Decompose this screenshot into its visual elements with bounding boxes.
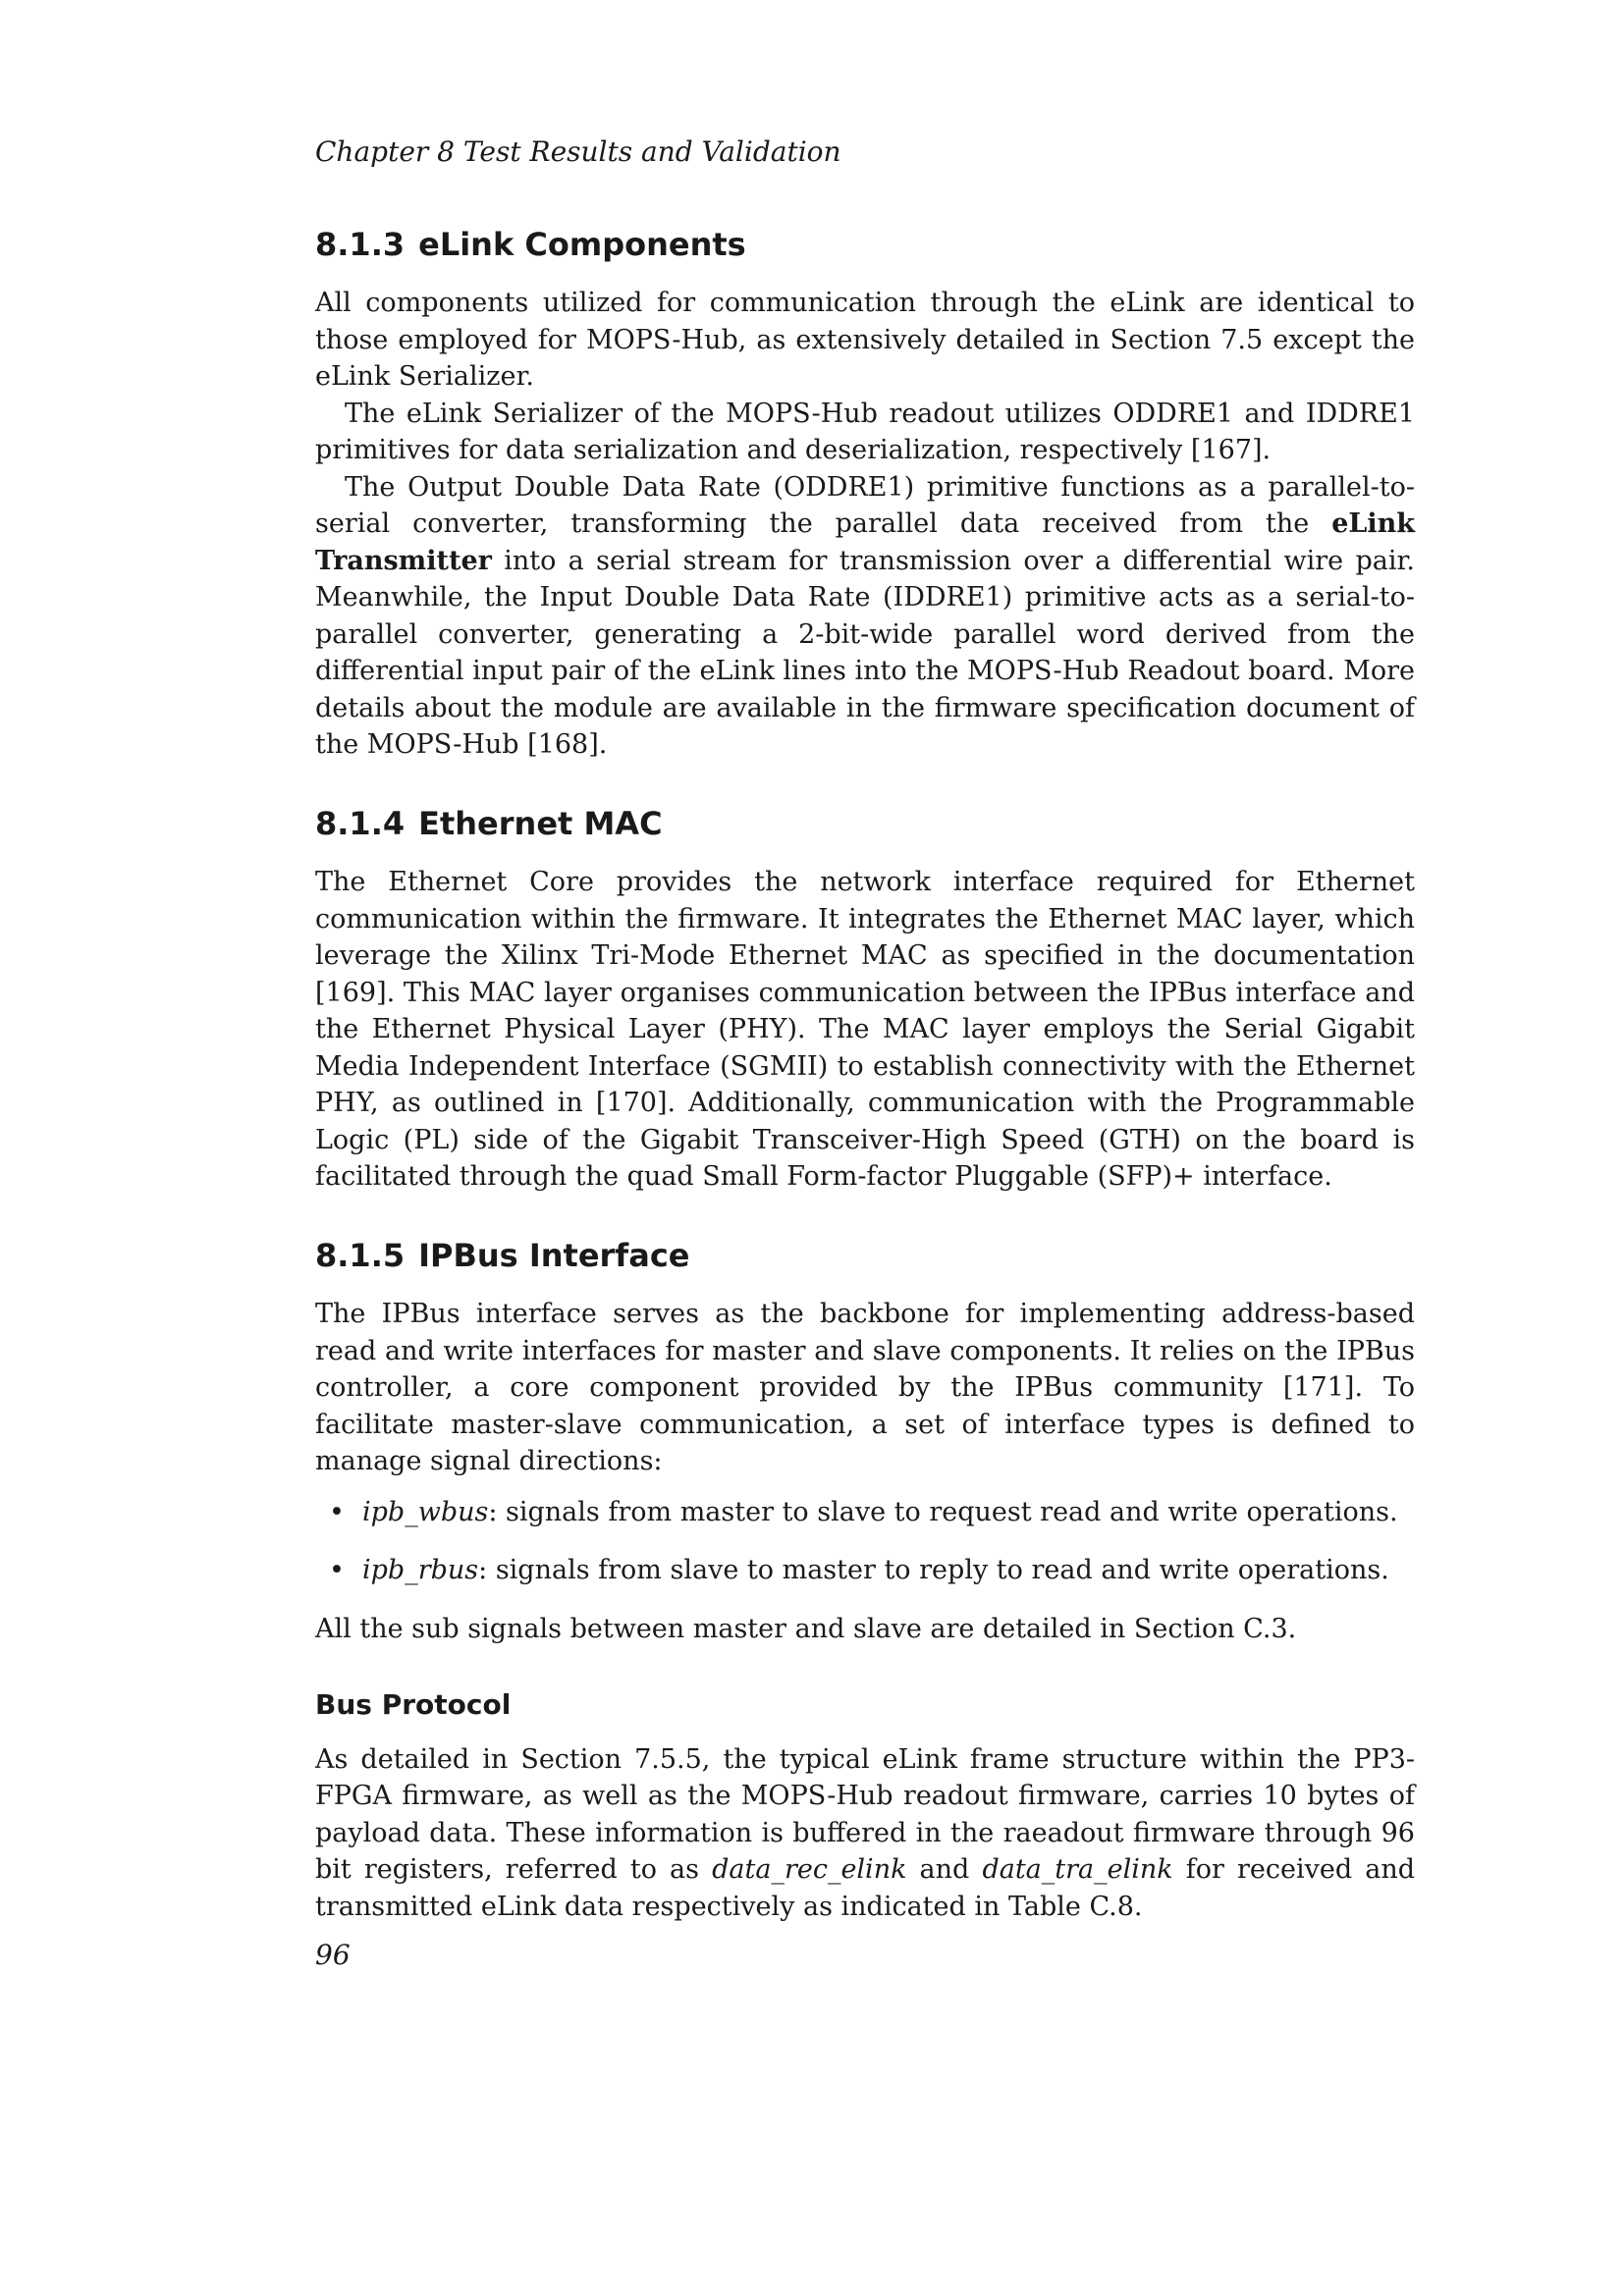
paragraph bbox=[315, 469, 1415, 764]
paragraph: All the sub signals between master and slave are detailed in Section C.3. bbox=[315, 1613, 1297, 1644]
paragraph-text: The Output Double Data Rate (ODDRE1) primitive functions as a parallel-to-serial converter, transforming the parallel data received from the bbox=[315, 471, 1415, 540]
list-item-text: : signals from master to slave to request read and write operations. bbox=[488, 1496, 1398, 1527]
section-8-1-5 bbox=[315, 1237, 1415, 1647]
paragraph: The eLink Serializer of the MOPS-Hub readout utilizes ODDRE1 and IDDRE1 primitives for data serialization and deserialization, respectively [167]. bbox=[315, 398, 1415, 466]
list-item-term: ipb_wbus bbox=[362, 1496, 489, 1527]
paragraph: All components utilized for communication through the eLink are identical to those employed for MOPS-Hub, as extensively detailed in Section 7.5 except the eLink Serializer. bbox=[315, 288, 1415, 393]
register-name: data_tra_elink bbox=[982, 1854, 1173, 1886]
section-8-1-4 bbox=[315, 805, 1415, 1196]
page-content bbox=[315, 226, 1415, 1958]
list-item-text: : signals from slave to master to reply to read and write operations. bbox=[478, 1555, 1389, 1586]
bullet-list bbox=[315, 1494, 1415, 1589]
paragraph bbox=[315, 1741, 1415, 1926]
section-heading bbox=[315, 805, 1415, 842]
list-item bbox=[362, 1552, 1415, 1589]
subsection-title: Bus Protocol bbox=[315, 1688, 512, 1722]
subsection-bus-protocol bbox=[315, 1688, 1415, 1925]
section-heading bbox=[315, 1237, 1415, 1274]
paragraph-text: As detailed in Section 7.5.5, the typical eLink frame structure within the PP3-FPGA firmware, as well as the MOPS-Hub readout firmware, carries 10 bytes of payload data. These information is buffered in the raeadout firmware through 96 bit registers, referred to as bbox=[315, 1743, 1415, 1886]
paragraph: The Ethernet Core provides the network interface required for Ethernet communication within the firmware. It integrates the Ethernet MAC layer, which leverage the Xilinx Tri-Mode Ethernet MAC as specified in the documentation [169]. This MAC layer organises communication between the IPBus interface and the Ethernet Physical Layer (PHY). The MAC layer employs the Serial Gigabit Media Independent Interface (SGMII) to establish connectivity with the Ethernet PHY, as outlined in [170]. Additionally, communication with the Programmable Logic (PL) side of the Gigabit Transceiver-High Speed (GTH) on the board is facilitated through the quad Small Form-factor Pluggable (SFP)+ interface. bbox=[315, 867, 1415, 1193]
running-head: Chapter 8 Test Results and Validation bbox=[315, 135, 841, 168]
section-heading bbox=[315, 226, 1415, 263]
section-title: eLink Components bbox=[418, 226, 746, 263]
list-item bbox=[362, 1494, 1415, 1531]
bold-term: eLink Transmitter bbox=[315, 508, 1415, 576]
list-item-term: ipb_rbus bbox=[362, 1555, 479, 1586]
paragraph-text: into a serial stream for transmission over a differential wire pair. Meanwhile, the Input Double Data Rate (IDDRE1) primitive acts as a serial-to-parallel converter, generating a 2-bit-wide parallel word derived from the differential input pair of the eLink lines into the MOPS-Hub Readout board. More details about the module are available in the firmware specification document of the MOPS-Hub [168]. bbox=[315, 545, 1415, 761]
section-number: 8.1.3 bbox=[315, 226, 406, 263]
section-number: 8.1.5 bbox=[315, 1236, 406, 1274]
section-title: IPBus Interface bbox=[418, 1236, 690, 1274]
section-number: 8.1.4 bbox=[315, 804, 406, 842]
section-8-1-3 bbox=[315, 226, 1415, 764]
paragraph-text: for received and transmitted eLink data respectively as indicated in Table C.8. bbox=[315, 1854, 1415, 1922]
register-name: data_rec_elink bbox=[712, 1854, 907, 1886]
section-title: Ethernet MAC bbox=[418, 804, 663, 842]
page-number: 96 bbox=[315, 1939, 351, 1971]
paragraph: The IPBus interface serves as the backbone for implementing address-based read and write interfaces for master and slave components. It relies on the IPBus controller, a core component provided by the IPBus community [171]. To facilitate master-slave communication, a set of interface types is defined to manage signal directions: bbox=[315, 1299, 1415, 1477]
paragraph-text: and bbox=[906, 1854, 983, 1886]
